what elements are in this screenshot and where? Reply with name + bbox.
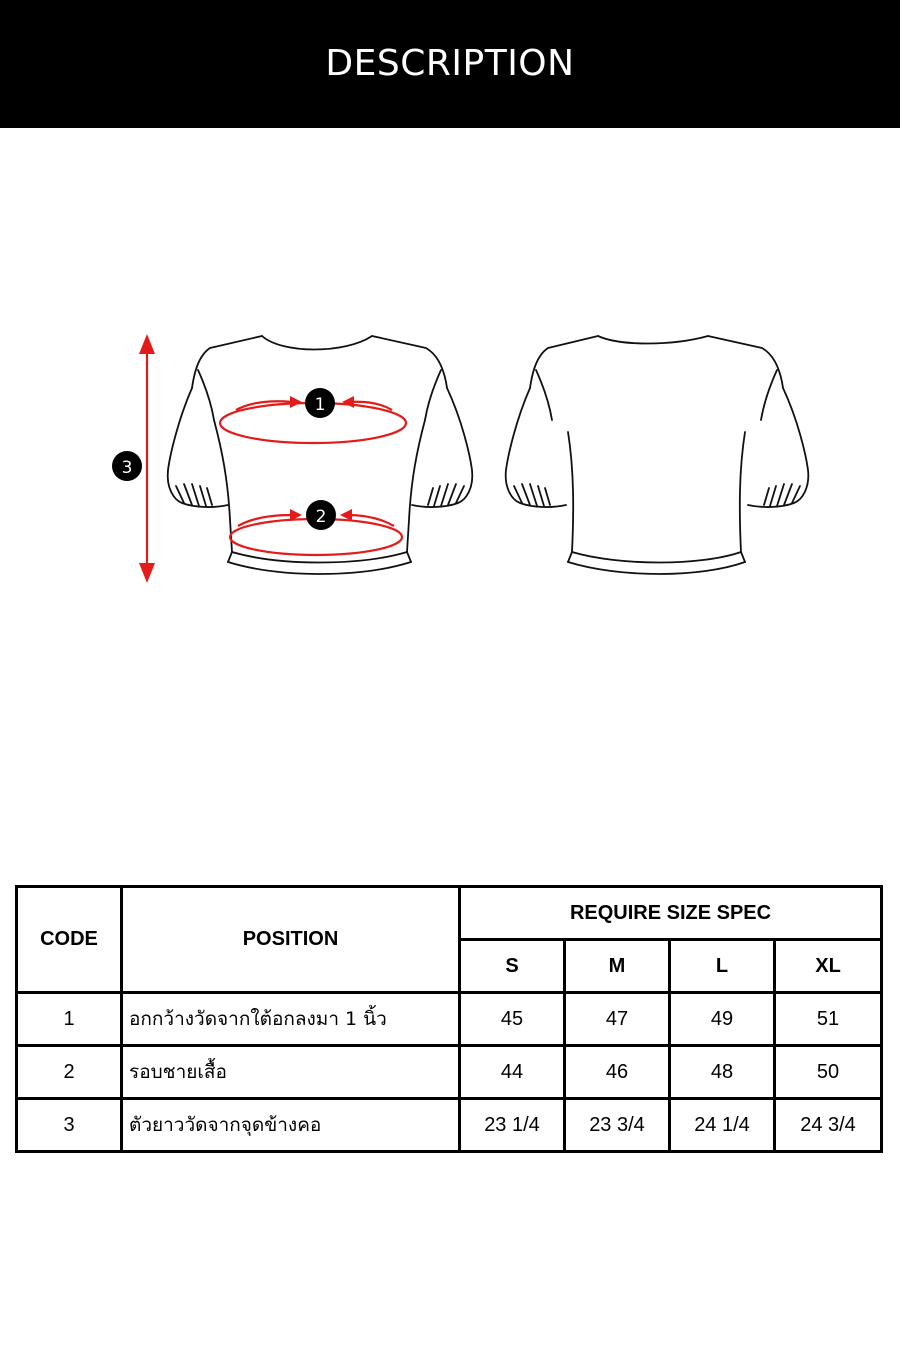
header-code: CODE [17,887,122,993]
marker-3-label: 3 [121,458,133,478]
row-position: ตัวยาววัดจากจุดข้างคอ [122,1099,460,1152]
row-value-s: 44 [460,1046,565,1099]
garment-illustration [0,300,900,620]
row-value-xl: 24 3/4 [775,1099,882,1152]
table-row [17,1046,882,1099]
header-size-xl: XL [775,940,882,993]
row-code: 3 [17,1099,122,1152]
page-title: DESCRIPTION [325,42,575,84]
marker-2-label: 2 [315,507,327,527]
arrowheads [139,334,354,583]
row-position: รอบชายเสื้อ [122,1046,460,1099]
back-garment [506,336,809,574]
table-row [17,1099,882,1152]
row-value-l: 24 1/4 [670,1099,775,1152]
row-value-m: 23 3/4 [565,1099,670,1152]
row-value-l: 49 [670,993,775,1046]
header-size-m: M [565,940,670,993]
marker-2 [306,500,336,530]
row-value-m: 46 [565,1046,670,1099]
measure-lines [147,346,406,570]
row-value-m: 47 [565,993,670,1046]
row-value-xl: 51 [775,993,882,1046]
row-value-xl: 50 [775,1046,882,1099]
marker-1-label: 1 [314,395,326,415]
row-position: อกกว้างวัดจากใต้อกลงมา 1 นิ้ว [122,993,460,1046]
header-bar [0,0,900,128]
marker-1 [305,388,335,418]
header-spec: REQUIRE SIZE SPEC [460,887,882,940]
size-spec-table [15,885,883,1153]
front-garment [168,336,473,574]
row-value-s: 23 1/4 [460,1099,565,1152]
row-value-l: 48 [670,1046,775,1099]
header-size-s: S [460,940,565,993]
header-size-l: L [670,940,775,993]
row-code: 1 [17,993,122,1046]
row-value-s: 45 [460,993,565,1046]
table-row [17,993,882,1046]
header-position: POSITION [122,887,460,993]
table-header-row [17,887,882,940]
marker-3 [112,451,142,481]
row-code: 2 [17,1046,122,1099]
